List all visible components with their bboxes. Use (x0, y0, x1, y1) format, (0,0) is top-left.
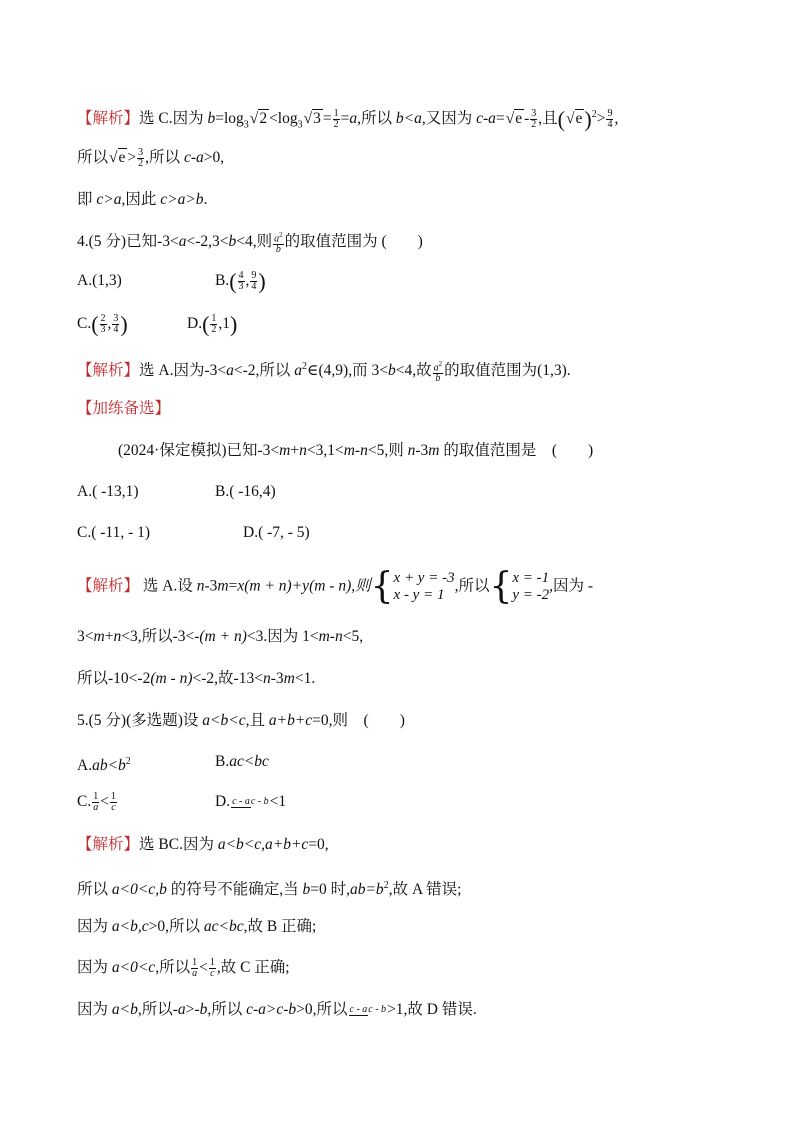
analysis-label: 【解析】 (77, 110, 140, 128)
reserve-option-c: C.( -11, - 1) (77, 524, 151, 541)
reserve-option-d: D.( -7, - 5) (243, 524, 310, 541)
fraction: $\frac{a^2}{b}$ (433, 359, 443, 385)
question-4-option-d: D.( $\frac{1}{2}$ ,1) (187, 311, 238, 337)
reserve-heading: 【加练备选】 (77, 400, 171, 417)
fraction: $\frac{3}{2}$ (531, 108, 537, 131)
reserve-analysis-line-3: 所以-10<-2(m - n)<-2,故-13<n-3m<1. (77, 670, 316, 687)
fraction: $\frac{1}{2}$ (333, 108, 339, 131)
fraction: $\frac{9}{4}$ (607, 108, 613, 131)
fraction: $\frac{a^2}{b}$ (274, 231, 283, 256)
question-5-stem: 5.(5 分)(多选题)设 a<b<c,且 a+b+c=0,则 ( ) (77, 712, 405, 729)
fraction: $\frac{3}{2}$ (138, 146, 144, 169)
question-5-analysis-line-2: 所以 a<0<c,b 的符号不能确定,当 b=0 时$,ab=b^2$,故 A 错误; (77, 880, 462, 899)
question-5-analysis-line-1: 【解析】选 BC.因为 a<b<c,a+b+c=0, (77, 836, 329, 853)
reserve-analysis-line-1: 【解析】 选 A.设 n-3m=x(m + n)+y(m - n),则{ x + y = -3 x - y = 1 ,所以{ x = -1 y = -2 ,因为 - (77, 566, 594, 607)
reserve-option-b: B.( -16,4) (215, 483, 276, 500)
question-4-option-a: A.(1,3) (77, 272, 122, 289)
question-4-option-b: B.( $\frac{4}{3}$ , $\frac{9}{4}$ ) (215, 268, 266, 294)
question-5-option-a: $A.ab<b^2$ (77, 756, 131, 775)
question-4-analysis: 【解析】选 A.因为-3<a<-2,所以 $a^2\in(4,9)$,而 3<b<4,故 $\frac{a^2}{b}$的取值范围为(1,3). (77, 359, 571, 385)
question-4-stem: 4.(5 分)已知-3<a<-2,3<b<4,则 $\frac{a^2}{b}$的取值范围为 ( ) (77, 231, 423, 256)
analysis-para-1-line-3: 即 c>a,因此 c>a>b. (77, 191, 208, 208)
reserve-option-a: A.( -13,1) (77, 483, 139, 500)
question-5-analysis-line-5: 因为 a<b,所以-a>-b,所以 c-a>c-b>0,所以 c - ac - b>1,故 D 错误. (77, 1001, 477, 1018)
question-5-analysis-line-3: 因为 a<b,c>0,所以 ac<bc,故 B 正确; (77, 918, 317, 935)
equation-system: { x + y = -3 x - y = 1 (370, 566, 455, 607)
reserve-analysis-line-2: 3<m+n<3,所以-3<-(m + n)<3.因为 1<m-n<5, (77, 628, 364, 645)
question-5-analysis-line-4: 因为 a<0<c,所以 $\frac{1}{a}<$ $\frac{1}{c}$,故 C 正确; (77, 956, 290, 979)
question-4-option-c: C.( $\frac{2}{3}$ , $\frac{3}{4}$ ) (77, 311, 128, 337)
analysis-para-1-line-2: 所以√e > $\frac{3}{2}$ ,所以 c-a>0, (77, 146, 225, 169)
equation-system: { x = -1 y = -2 (489, 566, 550, 607)
question-5-option-c: C. $\frac{1}{a}<$ $\frac{1}{c}$ (77, 790, 116, 813)
question-5-option-b: B.ac<bc (215, 753, 269, 770)
analysis-para-1: 【解析】选 C.因为 $b=\log_3√2 <\log_3√3$ = $\frac{1}{2}$ =a,所以 b<a,又因为 c-a=√e - $\frac{3}{2}$ ,且$(√e)^2>$ $\frac{9}{4}$ , (77, 106, 619, 132)
reserve-question-stem: (2024·保定模拟)已知-3<m+n<3,1<m-n<5,则 n-3m 的取值范围是 ( ) (118, 442, 594, 459)
question-5-option-d: D. c - ac - b<1 (215, 793, 287, 810)
